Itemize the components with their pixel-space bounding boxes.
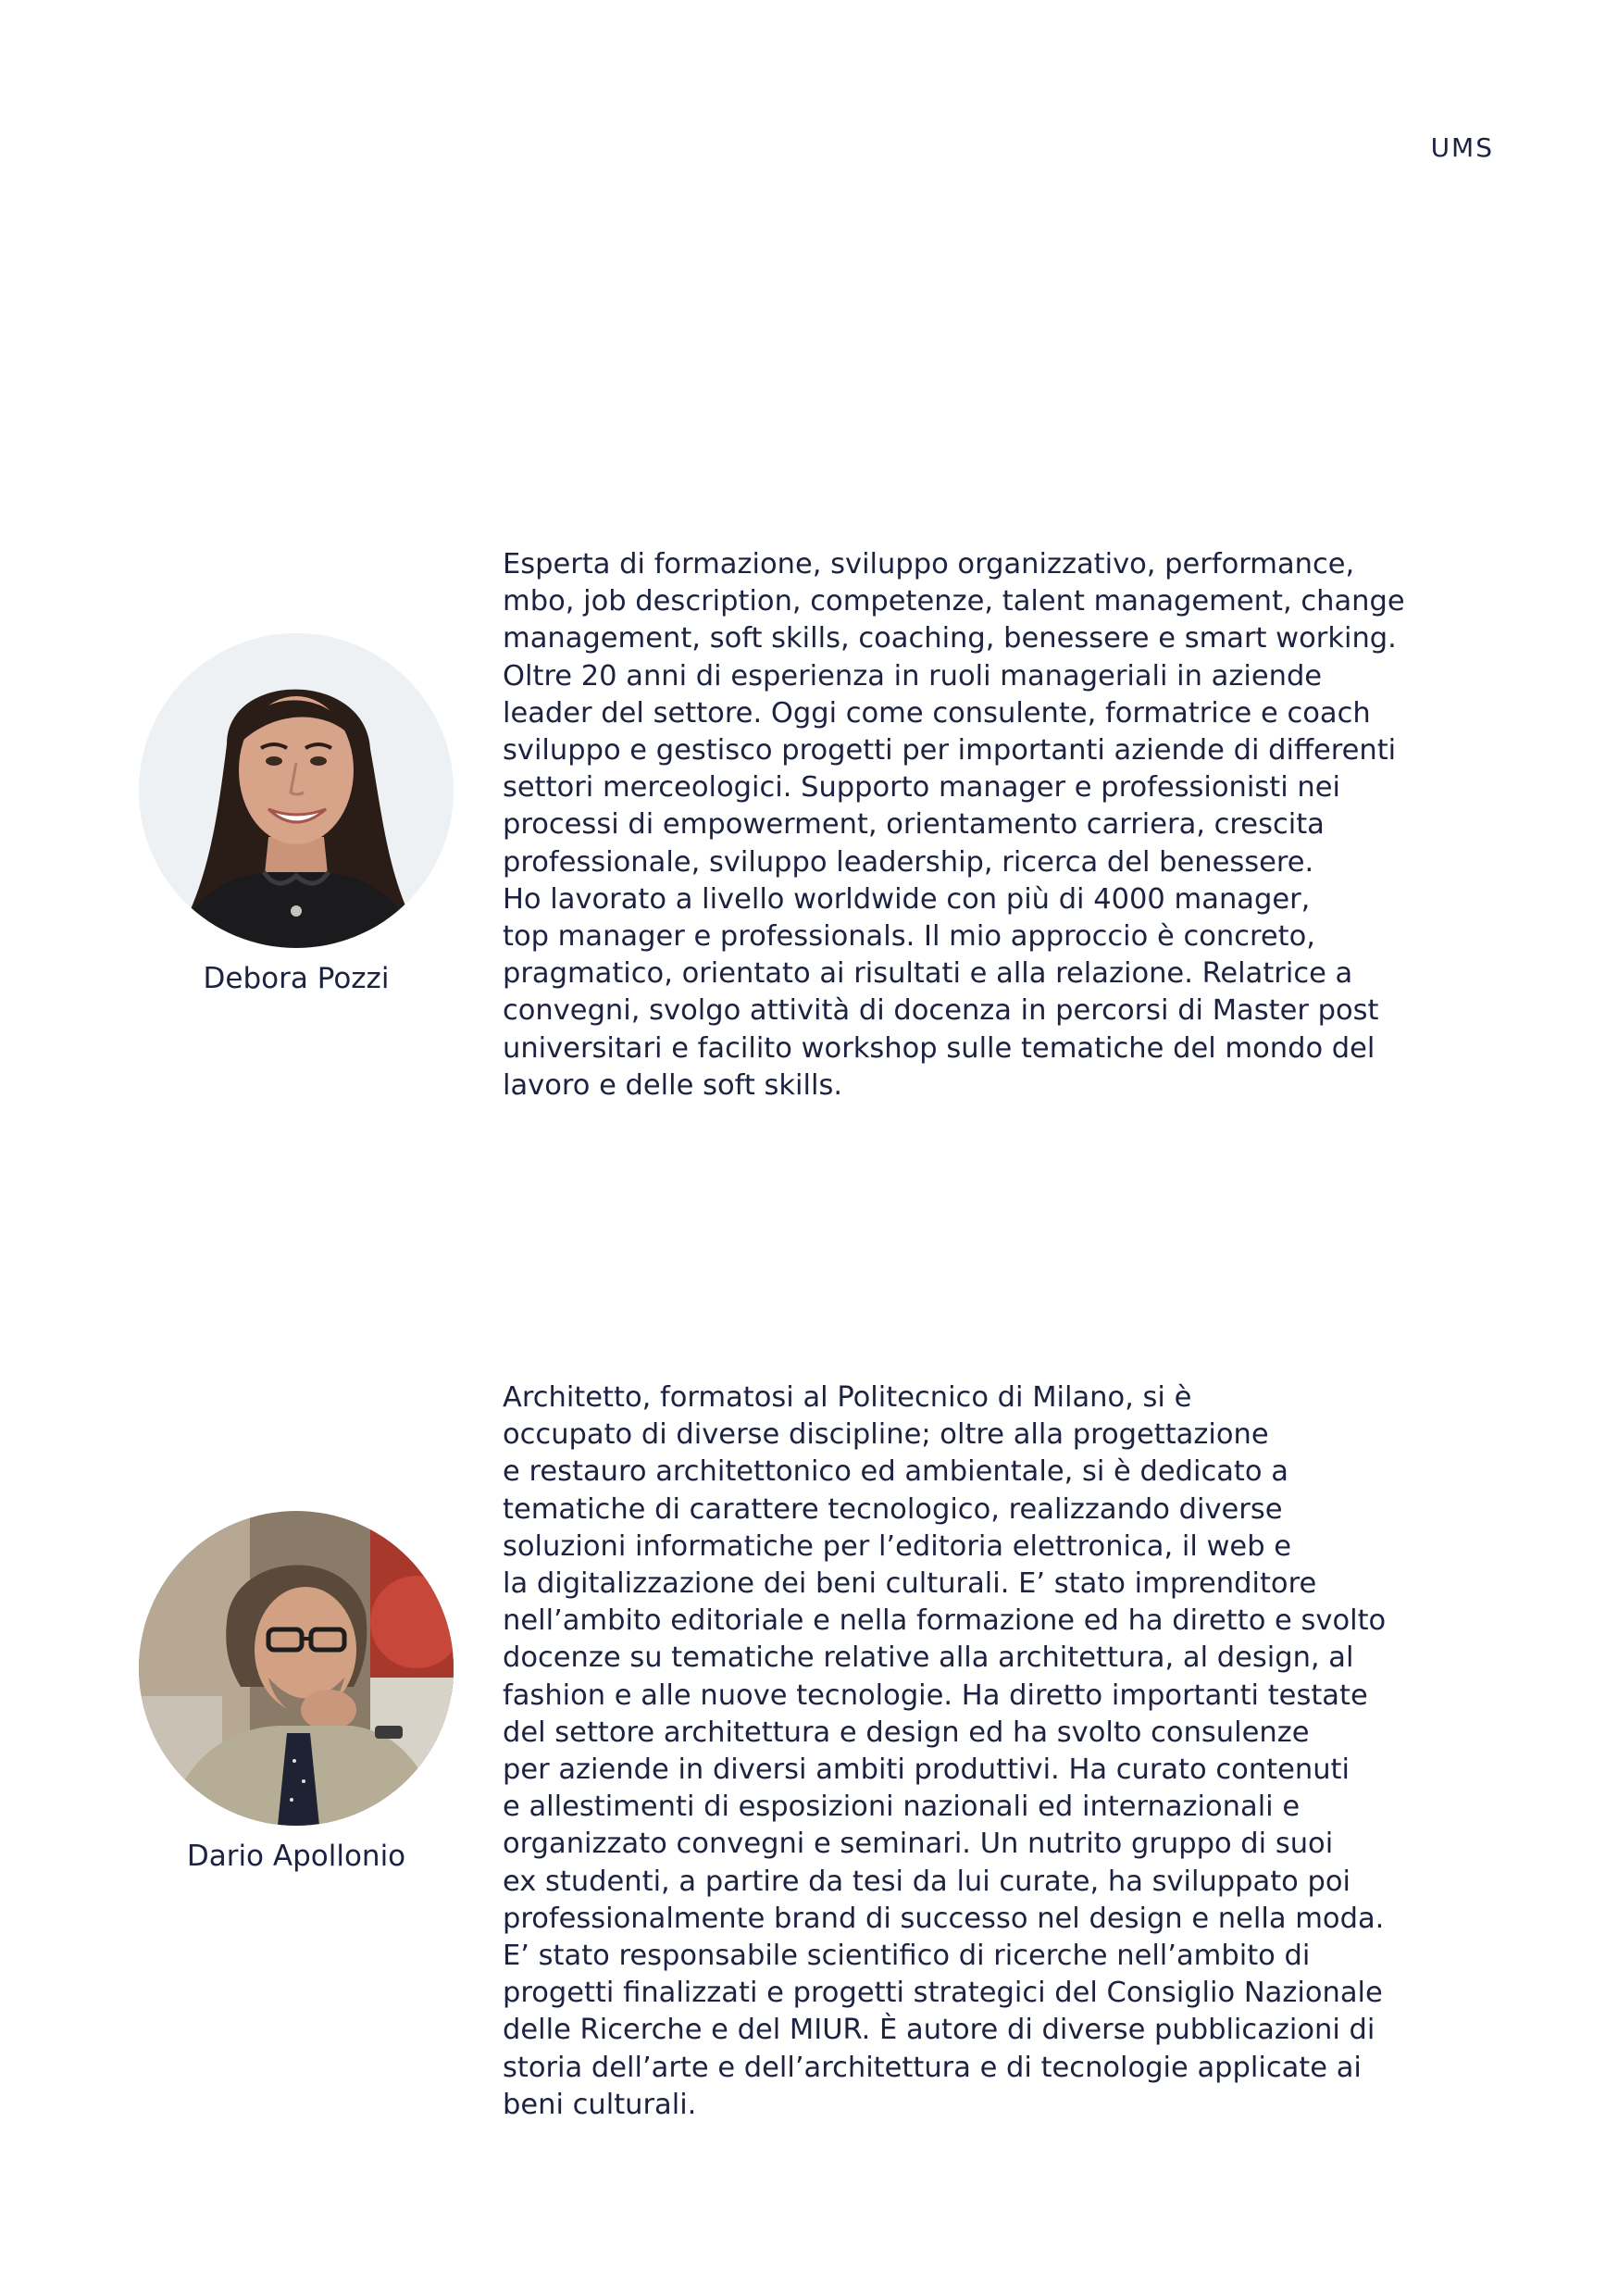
bio-line: Architetto, formatosi al Politecnico di Milano, si è: [503, 1381, 1192, 1414]
bio-line: top manager e professionals. Il mio approccio è concreto,: [503, 920, 1315, 954]
portrait-column: [139, 1511, 454, 1875]
bio-line: mbo, job description, competenze, talent management, change: [503, 585, 1405, 618]
bio-line: docenze su tematiche relative alla architettura, al design, al: [503, 1641, 1354, 1675]
person-name: Debora Pozzi: [203, 962, 390, 995]
person-name: Dario Apollonio: [186, 1840, 406, 1873]
portrait-photo: [139, 1511, 454, 1826]
portrait-column: [139, 633, 454, 997]
bio-line: organizzato convegni e seminari. Un nutrito gruppo di suoi: [503, 1828, 1334, 1861]
header-mark: UMS: [1430, 132, 1494, 163]
bio-line: occupato di diverse discipline; oltre alla progettazione: [503, 1418, 1269, 1452]
man-portrait-image: [139, 1511, 454, 1826]
bio-text: [503, 546, 1456, 1104]
bio-line: e restauro architettonico ed ambientale, si è dedicato a: [503, 1455, 1288, 1489]
bio-line: pragmatico, orientato ai risultati e alla relazione. Relatrice a: [503, 957, 1353, 991]
bio-line: beni culturali.: [503, 2088, 697, 2121]
bio-line: Esperta di formazione, sviluppo organizzativo, performance,: [503, 548, 1355, 580]
bio-line: tematiche di carattere tecnologico, realizzando diverse: [503, 1492, 1283, 1526]
bio-line: sviluppo e gestisco progetti per importanti aziende di differenti: [503, 734, 1397, 767]
portrait-photo: [139, 633, 454, 948]
bio-line: leader del settore. Oggi come consulente, formatrice e coach: [503, 696, 1371, 730]
bio-line: nell’ambito editoriale e nella formazione ed ha diretto e svolto: [503, 1604, 1387, 1638]
bio-line: la digitalizzazione dei beni culturali. E’ stato imprenditore: [503, 1567, 1317, 1601]
bio-text: [503, 1379, 1456, 2124]
bio-line: processi di empowerment, orientamento carriera, crescita: [503, 808, 1325, 842]
bio-line: universitari e facilito workshop sulle tematiche del mondo del: [503, 1031, 1375, 1065]
bio-line: lavoro e delle soft skills.: [503, 1068, 843, 1102]
bio-line: storia dell’arte e dell’architettura e di tecnologie applicate ai: [503, 2051, 1362, 2084]
bio-line: soluzioni informatiche per l’editoria elettronica, il web e: [503, 1529, 1292, 1563]
bio-line: Oltre 20 anni di esperienza in ruoli manageriali in aziende: [503, 659, 1323, 693]
bio-line: e allestimenti di esposizioni nazionali ed internazionali e: [503, 1791, 1301, 1824]
bio-line: del settore architettura e design ed ha svolto consulenze: [503, 1716, 1310, 1749]
bio-line: fashion e alle nuove tecnologie. Ha diretto importanti testate: [503, 1678, 1368, 1712]
bio-line: progetti finalizzati e progetti strategici del Consiglio Nazionale: [503, 1977, 1383, 2010]
bio-line: professionale, sviluppo leadership, ricerca del benessere.: [503, 845, 1314, 879]
bio-line: management, soft skills, coaching, benessere e smart working.: [503, 622, 1397, 655]
bio-line: convegni, svolgo attività di docenza in percorsi di Master post: [503, 994, 1379, 1028]
woman-portrait-image: [139, 633, 454, 948]
bio-line: professionalmente brand di successo nel design e nella moda.: [503, 1902, 1385, 1935]
bio-line: delle Ricerche e del MIUR. È autore di diverse pubblicazioni di: [503, 2014, 1375, 2047]
bio-line: Ho lavorato a livello worldwide con più di 4000 manager,: [503, 882, 1311, 916]
bio-line: per aziende in diversi ambiti produttivi. Ha curato contenuti: [503, 1753, 1350, 1787]
bio-line: settori merceologici. Supporto manager e professionisti nei: [503, 771, 1340, 805]
bio-line: E’ stato responsabile scientifico di ricerche nell’ambito di: [503, 1940, 1311, 1973]
bio-line: ex studenti, a partire da tesi da lui curate, ha sviluppato poi: [503, 1865, 1351, 1898]
